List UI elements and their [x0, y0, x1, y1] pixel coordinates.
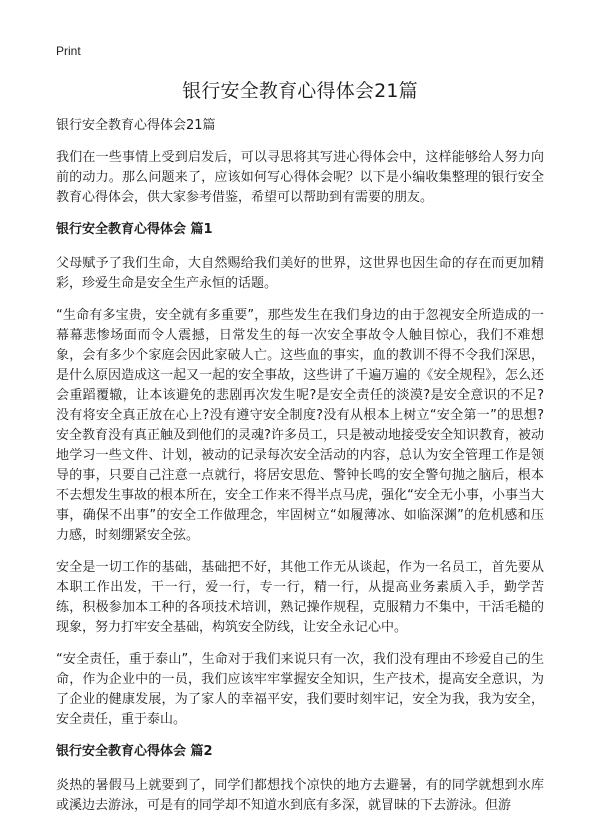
section-1-paragraph-2: “生命有多宝贵，安全就有多重要”，那些发生在我们身边的由于忽视安全所造成的一幕幕悲惨场面而令人震撼，日常发生的每一次安全事故令人触目惊心，我们不难想象，会有多少个家庭会因此家破人亡。这些血的事实，血的教训不得不令我们深思，是什么原因造成这一起又一起的安全事故，这些讲了千遍万遍的《安全规程》，怎么还会重蹈覆辙，让本该避免的悲剧再次发生呢?是安全责任的淡漠?是安全意识的不足?没有将安全真正放在心上?没有遵守安全制度?没有从根本上树立“安全第一”的思想?安全教育没有真正触及到他们的灵魂?许多员工，只是被动地接受安全知识教育，被动地学习一些文件、计划，被动的记录每次安全活动的内容，总认为安全管理工作是领导的事，只要自己注意一点就行，将居安思危、警钟长鸣的安全警句抛之脑后，根本不去想发生事故的根本所在，安全工作来不得半点马虎，强化“安全无小事，小事当大事，确保不出事”的安全工作做理念，牢固树立“如履薄冰、如临深渊”的危机感和压力感，时刻绷紧安全弦。	[56, 308, 544, 543]
print-link[interactable]: Print	[56, 44, 81, 58]
page-title: 银行安全教育心得体会21篇	[182, 80, 418, 102]
document-subtitle: 银行安全教育心得体会21篇	[56, 118, 216, 133]
section-1-paragraph-3: 安全是一切工作的基础，基础把不好，其他工作无从谈起，作为一名员工，首先要从本职工作出发，干一行，爱一行，专一行，精一行，从提高业务素质入手，勤学苦练，积极参加本工种的各项技术培训，熟记操作规程，克服精力不集中，干活毛糙的现象，努力打牢安全基础，构筑安全防线，让安全永记心中。	[56, 560, 544, 635]
section-1-paragraph-1: 父母赋予了我们生命，大自然赐给我们美好的世界，这世界也因生命的存在而更加精彩，珍爱生命是安全生产永恒的话题。	[56, 256, 544, 291]
section-1-paragraph-4: “安全责任，重于泰山”，生命对于我们来说只有一次，我们没有理由不珍爱自己的生命，作为企业中的一员，我们应该牢牢掌握安全知识，生产技术，提高安全意识，为了企业的健康发展，为了家人的幸福平安，我们要时刻牢记，安全为我，我为安全，安全责任，重于泰山。	[56, 652, 544, 727]
section-2-paragraph-1: 炎热的暑假马上就要到了，同学们都想找个凉快的地方去避暑，有的同学就想到水库或溪边去游泳，可是有的同学却不知道水到底有多深，就冒昧的下去游泳。但游	[56, 778, 544, 813]
section-heading-1: 银行安全教育心得体会 篇1	[56, 222, 213, 237]
section-heading-2: 银行安全教育心得体会 篇2	[56, 744, 213, 759]
intro-paragraph: 我们在一些事情上受到启发后，可以寻思将其写进心得体会中，这样能够给人努力向前的动力。那么问题来了，应该如何写心得体会呢？以下是小编收集整理的银行安全教育心得体会，供大家参考借鉴，希望可以帮助到有需要的朋友。	[56, 150, 544, 205]
document-body	[56, 116, 544, 828]
